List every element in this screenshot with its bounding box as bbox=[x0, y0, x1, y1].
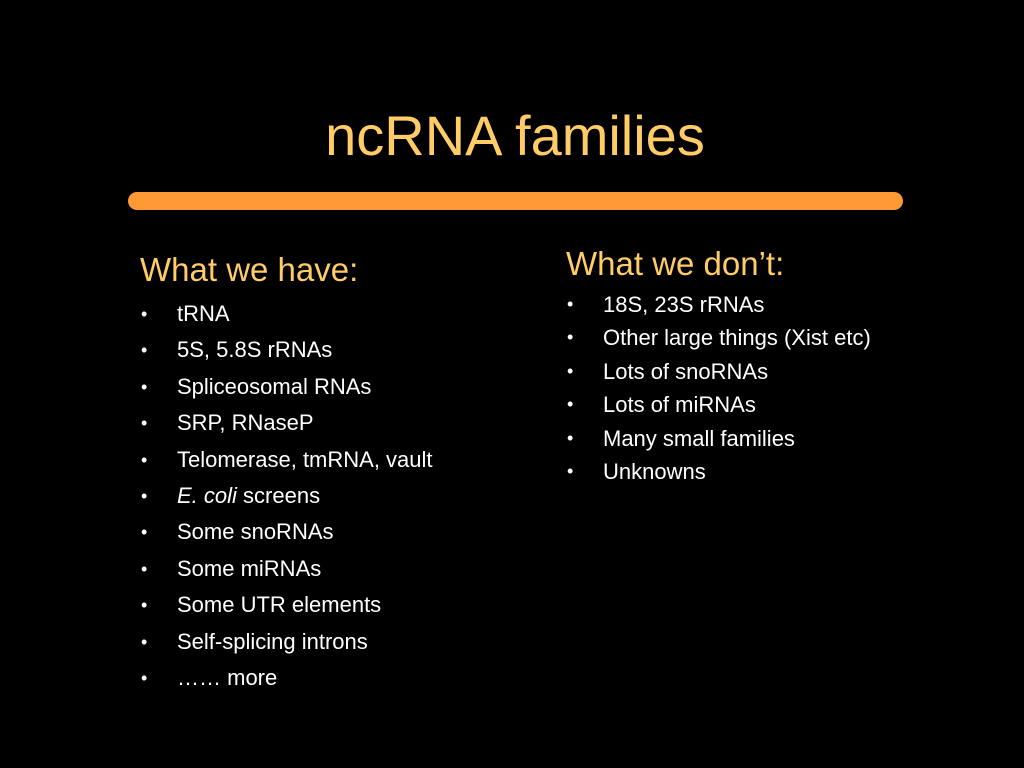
bullet-text: Other large things (Xist etc) bbox=[603, 325, 871, 351]
bullet-item bbox=[140, 332, 540, 368]
bullet-text: Telomerase, tmRNA, vault bbox=[177, 446, 433, 472]
bullet-item bbox=[566, 355, 1006, 388]
bullet-text: Self-splicing introns bbox=[177, 628, 368, 654]
bullet-item bbox=[566, 455, 1006, 488]
bullet-icon: • bbox=[141, 304, 148, 324]
bullet-italic-text: E. coli bbox=[177, 482, 237, 508]
bullet-text: 5S, 5.8S rRNAs bbox=[177, 337, 333, 363]
bullet-icon: • bbox=[567, 394, 574, 415]
bullet-text: Many small families bbox=[603, 425, 795, 451]
bullet-item bbox=[140, 405, 540, 441]
bullet-item bbox=[566, 388, 1006, 421]
bullet-text: Unknowns bbox=[603, 458, 706, 484]
bullet-text: Spliceosomal RNAs bbox=[177, 373, 372, 399]
bullet-icon: • bbox=[141, 340, 148, 361]
bullet-item bbox=[140, 624, 540, 660]
bullet-item bbox=[140, 660, 540, 696]
bullet-text: Some miRNAs bbox=[177, 555, 322, 581]
bullet-item bbox=[140, 587, 540, 623]
bullet-text: screens bbox=[236, 482, 321, 508]
bullet-icon: • bbox=[567, 327, 574, 348]
bullet-item bbox=[566, 288, 1006, 321]
bullet-text: tRNA bbox=[177, 301, 230, 326]
right-column bbox=[566, 244, 1006, 488]
bullet-icon: • bbox=[141, 522, 148, 543]
bullet-icon: • bbox=[567, 427, 574, 448]
bullet-item bbox=[140, 442, 540, 478]
bullet-text: SRP, RNaseP bbox=[177, 410, 314, 436]
left-column-heading: What we have: bbox=[140, 251, 359, 288]
title-underline-bar bbox=[128, 192, 903, 210]
left-bullet-list bbox=[140, 296, 540, 696]
bullet-text: 18S, 23S rRNAs bbox=[603, 292, 765, 317]
bullet-icon: • bbox=[141, 667, 148, 688]
bullet-text: Some UTR elements bbox=[177, 592, 382, 618]
bullet-icon: • bbox=[141, 413, 148, 434]
bullet-icon: • bbox=[141, 595, 148, 616]
bullet-item bbox=[140, 551, 540, 587]
bullet-icon: • bbox=[141, 376, 148, 397]
bullet-item bbox=[566, 321, 1006, 354]
slide-title: ncRNA families bbox=[325, 104, 705, 167]
bullet-item bbox=[140, 478, 540, 514]
bullet-icon: • bbox=[567, 294, 574, 314]
left-column bbox=[140, 250, 540, 696]
right-bullet-list bbox=[566, 288, 1006, 488]
bullet-item bbox=[140, 514, 540, 550]
bullet-icon: • bbox=[141, 485, 148, 506]
bullet-text: …… more bbox=[177, 664, 278, 690]
bullet-item bbox=[140, 296, 540, 332]
bullet-text: Some snoRNAs bbox=[177, 519, 334, 545]
bullet-icon: • bbox=[141, 631, 148, 652]
bullet-text: Lots of miRNAs bbox=[603, 392, 756, 418]
bullet-item bbox=[566, 422, 1006, 455]
bullet-text: Lots of snoRNAs bbox=[603, 358, 769, 384]
bullet-icon: • bbox=[567, 460, 574, 481]
bullet-icon: • bbox=[141, 449, 148, 470]
bullet-icon: • bbox=[141, 558, 148, 579]
bullet-icon: • bbox=[567, 360, 574, 381]
bullet-item bbox=[140, 369, 540, 405]
right-column-heading: What we don’t: bbox=[566, 245, 785, 282]
